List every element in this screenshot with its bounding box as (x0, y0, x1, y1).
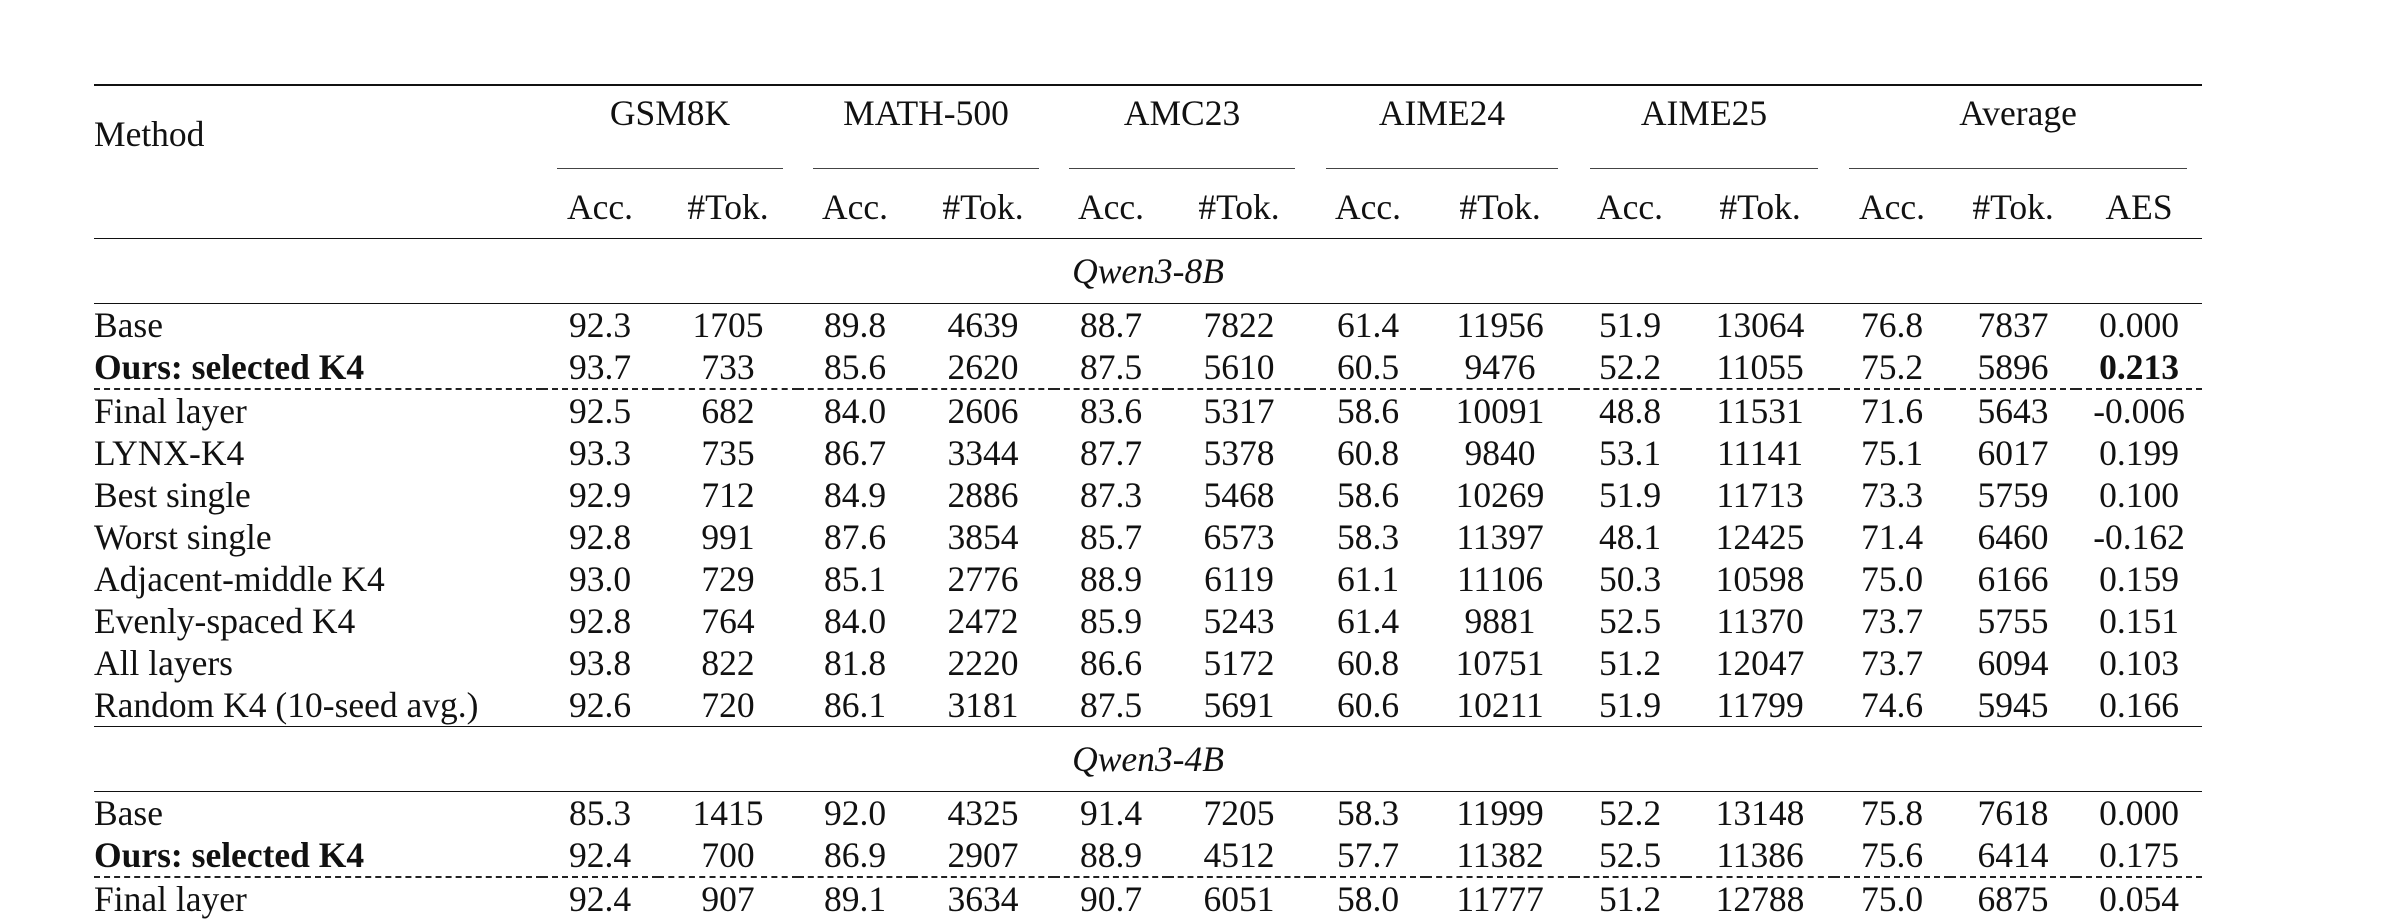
aes-cell: 0.159 (2099, 559, 2179, 599)
dataset-header-aime24: AIME24 (1310, 85, 1574, 176)
acc-cell: 87.5 (1079, 347, 1143, 387)
tok-cell: 11141 (1716, 433, 1804, 473)
acc-cell: 51.9 (1598, 305, 1662, 345)
aes-cell: 0.000 (2099, 793, 2179, 833)
tok-cell: 11397 (1456, 517, 1544, 557)
tok-cell: 5610 (1203, 347, 1275, 387)
tok-cell: 9476 (1464, 347, 1536, 387)
table-row (94, 834, 2202, 877)
acc-cell: 61.4 (1336, 601, 1400, 641)
acc-cell: 83.6 (1054, 389, 1168, 432)
table-row (94, 792, 2202, 835)
tok-cell: 5896 (1977, 347, 2049, 387)
method-cell: Base (94, 793, 164, 833)
table-row (94, 389, 2202, 432)
tok-cell: 4512 (1203, 835, 1275, 875)
tok-cell: 10269 (1455, 475, 1545, 515)
table-row (94, 474, 2202, 516)
acc-cell: 88.9 (1079, 559, 1143, 599)
acc-cell: 75.8 (1860, 793, 1924, 833)
tok-cell: 733 (701, 347, 755, 387)
tok-cell: 11386 (1716, 835, 1804, 875)
tok-cell: 12047 (1715, 643, 1805, 683)
acc-cell: 92.0 (823, 793, 887, 833)
acc-cell: 88.9 (1079, 835, 1143, 875)
method-cell: Ours: selected K4 (94, 347, 365, 387)
acc-cell: 73.7 (1860, 643, 1924, 683)
tok-cell: 5755 (1977, 601, 2049, 641)
header-underline (1326, 168, 1558, 169)
tok-cell: 11799 (1716, 685, 1804, 725)
acc-cell: 92.8 (568, 601, 632, 641)
tok-cell: 7837 (1977, 305, 2049, 345)
acc-cell: 92.4 (568, 835, 632, 875)
tok-cell: 5691 (1203, 685, 1275, 725)
method-cell: Evenly-spaced K4 (94, 601, 356, 641)
acc-cell: 86.9 (823, 835, 887, 875)
metric-header-tok: #Tok. (1972, 187, 2054, 227)
tok-cell: 13064 (1715, 305, 1805, 345)
method-cell: Ours: selected K4 (94, 835, 365, 875)
aes-cell: 0.100 (2099, 475, 2179, 515)
acc-cell: 53.1 (1598, 433, 1662, 473)
tok-cell: 6166 (1977, 559, 2049, 599)
acc-cell: 51.9 (1598, 685, 1662, 725)
tok-cell: 6119 (1204, 559, 1274, 599)
tok-cell: 2472 (947, 601, 1019, 641)
acc-cell: 92.3 (568, 305, 632, 345)
tok-cell: 13148 (1715, 793, 1805, 833)
acc-cell: 52.5 (1598, 601, 1662, 641)
tok-cell: 6460 (1977, 517, 2049, 557)
acc-cell: 71.4 (1860, 517, 1924, 557)
metric-header-aes: AES (2105, 187, 2173, 227)
acc-cell: 58.0 (1310, 877, 1426, 920)
table-row (94, 642, 2202, 684)
table-row (94, 600, 2202, 642)
acc-cell: 86.6 (1079, 643, 1143, 683)
tok-cell: 10091 (1426, 389, 1574, 432)
acc-cell: 75.6 (1860, 835, 1924, 875)
aes-cell: 0.175 (2099, 835, 2179, 875)
metric-header-tok: #Tok. (1459, 187, 1541, 227)
table-row (94, 877, 2202, 920)
acc-cell: 85.7 (1079, 517, 1143, 557)
aes-cell: 0.054 (2076, 877, 2202, 920)
acc-cell: 93.3 (568, 433, 632, 473)
average-header: Average (1834, 85, 2202, 176)
aes-cell: -0.006 (2076, 389, 2202, 432)
acc-cell: 71.6 (1834, 389, 1950, 432)
acc-cell: 74.6 (1860, 685, 1924, 725)
acc-cell: 58.3 (1336, 517, 1400, 557)
tok-cell: 11713 (1716, 475, 1804, 515)
metric-header-tok: #Tok. (687, 187, 769, 227)
acc-cell: 84.9 (823, 475, 887, 515)
tok-cell: 7618 (1977, 793, 2049, 833)
acc-cell: 87.5 (1079, 685, 1143, 725)
tok-cell: 2907 (947, 835, 1019, 875)
header-row-metrics (94, 176, 2202, 239)
acc-cell: 93.7 (568, 347, 632, 387)
acc-cell: 73.3 (1860, 475, 1924, 515)
header-underline (1849, 168, 2188, 169)
acc-cell: 87.7 (1079, 433, 1143, 473)
tok-cell: 11106 (1456, 559, 1544, 599)
tok-cell: 12788 (1686, 877, 1834, 920)
tok-cell: 700 (701, 835, 755, 875)
tok-cell: 7822 (1203, 305, 1275, 345)
acc-cell: 73.7 (1860, 601, 1924, 641)
tok-cell: 4325 (947, 793, 1019, 833)
results-table-container (94, 84, 2202, 920)
acc-cell: 91.4 (1079, 793, 1143, 833)
tok-cell: 6875 (1950, 877, 2076, 920)
results-table (94, 84, 2202, 920)
tok-cell: 5243 (1203, 601, 1275, 641)
metric-header-tok: #Tok. (1719, 187, 1801, 227)
group-header-row (94, 727, 2202, 792)
group-title: Qwen3-4B (1072, 739, 1224, 779)
tok-cell: 3344 (947, 433, 1019, 473)
metric-header-tok: #Tok. (942, 187, 1024, 227)
tok-cell: 5945 (1977, 685, 2049, 725)
metric-header-acc: Acc. (1859, 187, 1926, 227)
acc-cell: 60.8 (1336, 643, 1400, 683)
acc-cell: 52.2 (1598, 793, 1662, 833)
method-header: Method (94, 114, 205, 154)
tok-cell: 4639 (947, 305, 1019, 345)
tok-cell: 5317 (1168, 389, 1310, 432)
aes-cell: 0.166 (2099, 685, 2179, 725)
acc-cell: 84.0 (798, 389, 912, 432)
method-cell: Final layer (94, 877, 542, 920)
acc-cell: 48.1 (1598, 517, 1662, 557)
dataset-header-math500: MATH-500 (798, 85, 1054, 176)
acc-cell: 52.2 (1598, 347, 1662, 387)
tok-cell: 729 (701, 559, 755, 599)
tok-cell: 10751 (1455, 643, 1545, 683)
method-cell: LYNX-K4 (94, 433, 245, 473)
tok-cell: 10211 (1456, 685, 1544, 725)
table-row (94, 516, 2202, 558)
metric-header-acc: Acc. (1078, 187, 1145, 227)
table-row (94, 558, 2202, 600)
acc-cell: 75.2 (1860, 347, 1924, 387)
tok-cell: 11531 (1686, 389, 1834, 432)
method-cell: All layers (94, 643, 234, 683)
acc-cell: 51.9 (1598, 475, 1662, 515)
method-cell: Random K4 (10-seed avg.) (94, 685, 479, 725)
acc-cell: 58.6 (1310, 389, 1426, 432)
tok-cell: 3181 (947, 685, 1019, 725)
acc-cell: 60.6 (1336, 685, 1400, 725)
tok-cell: 720 (701, 685, 755, 725)
table-body (94, 85, 2202, 920)
table-row (94, 304, 2202, 347)
tok-cell: 5378 (1203, 433, 1275, 473)
acc-cell: 75.0 (1860, 559, 1924, 599)
metric-header-acc: Acc. (1335, 187, 1402, 227)
tok-cell: 7205 (1203, 793, 1275, 833)
tok-cell: 907 (658, 877, 798, 920)
table-row (94, 432, 2202, 474)
acc-cell: 86.1 (823, 685, 887, 725)
dataset-header-aime25: AIME25 (1574, 85, 1834, 176)
acc-cell: 85.6 (823, 347, 887, 387)
tok-cell: 2776 (947, 559, 1019, 599)
acc-cell: 48.8 (1574, 389, 1686, 432)
tok-cell: 1705 (692, 305, 764, 345)
aes-cell: 0.000 (2099, 305, 2179, 345)
acc-cell: 85.3 (568, 793, 632, 833)
acc-cell: 60.8 (1336, 433, 1400, 473)
method-cell: Best single (94, 475, 251, 515)
tok-cell: 11956 (1456, 305, 1544, 345)
acc-cell: 92.9 (568, 475, 632, 515)
header-underline (557, 168, 782, 169)
dataset-header-amc23: AMC23 (1054, 85, 1310, 176)
tok-cell: 5759 (1977, 475, 2049, 515)
tok-cell: 712 (701, 475, 755, 515)
acc-cell: 51.2 (1598, 643, 1662, 683)
tok-cell: 6017 (1977, 433, 2049, 473)
tok-cell: 6094 (1977, 643, 2049, 683)
tok-cell: 735 (701, 433, 755, 473)
acc-cell: 87.3 (1079, 475, 1143, 515)
method-cell: Base (94, 305, 164, 345)
acc-cell: 85.1 (823, 559, 887, 599)
acc-cell: 87.6 (823, 517, 887, 557)
method-cell: Adjacent-middle K4 (94, 559, 385, 599)
tok-cell: 2886 (947, 475, 1019, 515)
aes-cell: 0.213 (2099, 347, 2179, 387)
acc-cell: 84.0 (823, 601, 887, 641)
aes-cell: 0.103 (2099, 643, 2179, 683)
tok-cell: 2220 (947, 643, 1019, 683)
tok-cell: 9840 (1464, 433, 1536, 473)
acc-cell: 51.2 (1574, 877, 1686, 920)
tok-cell: 3634 (912, 877, 1054, 920)
acc-cell: 85.9 (1079, 601, 1143, 641)
tok-cell: 11055 (1716, 347, 1804, 387)
aes-cell: -0.162 (2093, 517, 2185, 557)
tok-cell: 11370 (1716, 601, 1804, 641)
header-underline (813, 168, 1038, 169)
acc-cell: 61.4 (1336, 305, 1400, 345)
acc-cell: 57.7 (1336, 835, 1400, 875)
acc-cell: 58.6 (1336, 475, 1400, 515)
tok-cell: 991 (701, 517, 755, 557)
tok-cell: 11999 (1456, 793, 1544, 833)
metric-header-acc: Acc. (821, 187, 889, 227)
aes-cell: 0.199 (2099, 433, 2179, 473)
acc-cell: 86.7 (823, 433, 887, 473)
tok-cell: 10598 (1715, 559, 1805, 599)
tok-cell: 764 (701, 601, 755, 641)
tok-cell: 822 (701, 643, 755, 683)
tok-cell: 11777 (1426, 877, 1574, 920)
tok-cell: 11382 (1456, 835, 1544, 875)
tok-cell: 6051 (1168, 877, 1310, 920)
tok-cell: 2606 (912, 389, 1054, 432)
acc-cell: 92.6 (568, 685, 632, 725)
method-cell: Worst single (94, 517, 272, 557)
acc-cell: 93.8 (568, 643, 632, 683)
acc-cell: 89.1 (798, 877, 912, 920)
tok-cell: 682 (658, 389, 798, 432)
acc-cell: 92.5 (542, 389, 658, 432)
table-row (94, 684, 2202, 727)
empty-cell (94, 176, 542, 239)
header-row-datasets (94, 85, 2202, 176)
acc-cell: 60.5 (1336, 347, 1400, 387)
acc-cell: 81.8 (823, 643, 887, 683)
acc-cell: 76.8 (1860, 305, 1924, 345)
tok-cell: 12425 (1715, 517, 1805, 557)
acc-cell: 58.3 (1336, 793, 1400, 833)
acc-cell: 90.7 (1054, 877, 1168, 920)
acc-cell: 50.3 (1598, 559, 1662, 599)
tok-cell: 6573 (1203, 517, 1275, 557)
group-title: Qwen3-8B (1072, 251, 1224, 291)
dataset-header-gsm8k: GSM8K (542, 85, 798, 176)
metric-header-acc: Acc. (566, 187, 634, 227)
tok-cell: 9881 (1464, 601, 1536, 641)
acc-cell: 89.8 (823, 305, 887, 345)
acc-cell: 92.8 (568, 517, 632, 557)
method-cell: Final layer (94, 389, 542, 432)
acc-cell: 75.1 (1860, 433, 1924, 473)
tok-cell: 2620 (947, 347, 1019, 387)
acc-cell: 88.7 (1079, 305, 1143, 345)
acc-cell: 61.1 (1336, 559, 1400, 599)
tok-cell: 5468 (1203, 475, 1275, 515)
acc-cell: 93.0 (568, 559, 632, 599)
metric-header-tok: #Tok. (1198, 187, 1280, 227)
group-header-row (94, 239, 2202, 304)
table-row (94, 346, 2202, 389)
header-underline (1590, 168, 1819, 169)
metric-header-acc: Acc. (1597, 187, 1664, 227)
tok-cell: 5643 (1950, 389, 2076, 432)
aes-cell: 0.151 (2099, 601, 2179, 641)
acc-cell: 52.5 (1598, 835, 1662, 875)
acc-cell: 75.0 (1834, 877, 1950, 920)
header-underline (1069, 168, 1294, 169)
tok-cell: 5172 (1203, 643, 1275, 683)
tok-cell: 3854 (947, 517, 1019, 557)
tok-cell: 6414 (1977, 835, 2049, 875)
tok-cell: 1415 (692, 793, 764, 833)
acc-cell: 92.4 (542, 877, 658, 920)
